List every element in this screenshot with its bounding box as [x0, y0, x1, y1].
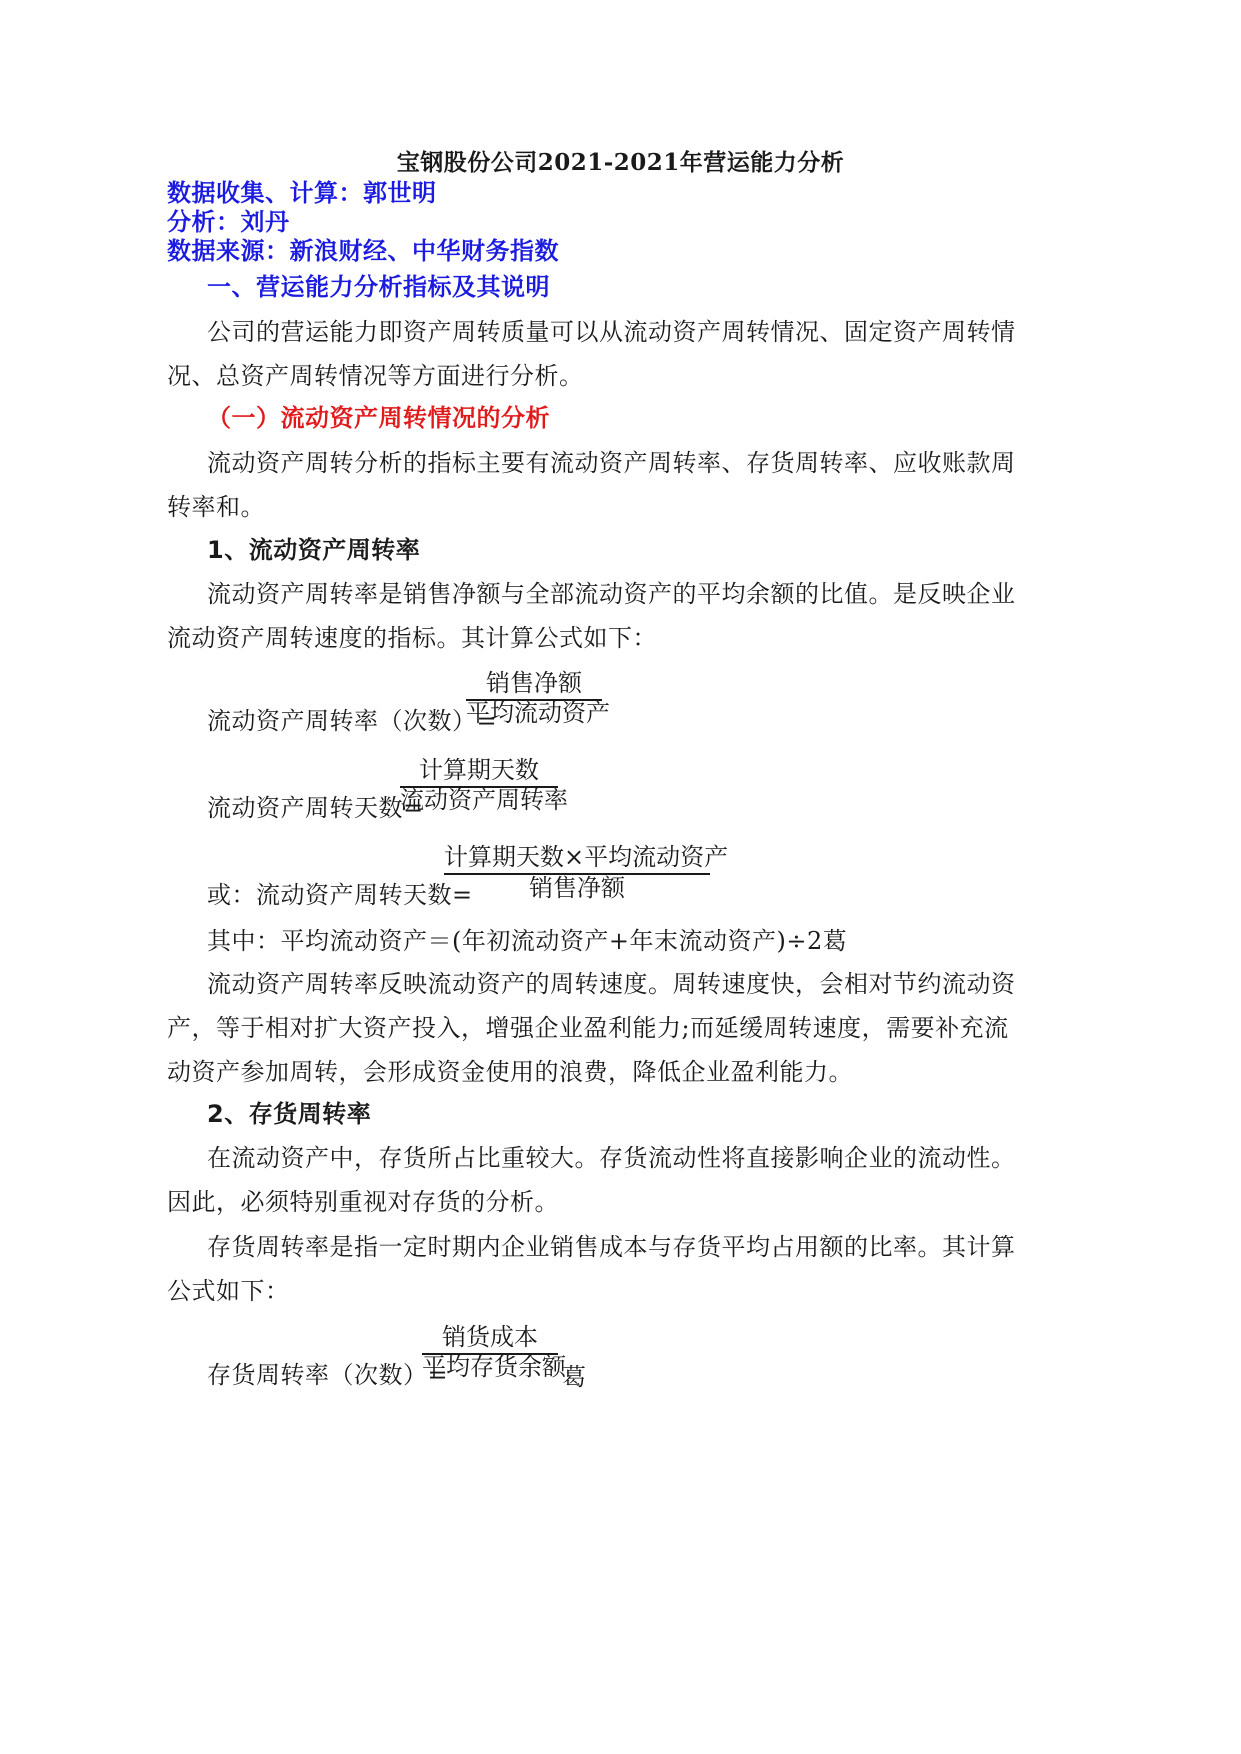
item1-heading: 1、流动资产周转率 — [207, 536, 421, 564]
item2-paragraph-line2: 因此，必须特别重视对存货的分析。 — [167, 1188, 559, 1216]
credit-collection: 数据收集、计算：郭世明 — [167, 179, 437, 207]
formula4-denominator: 平均存货余额 — [422, 1353, 566, 1381]
formula2-numerator: 计算期天数 — [419, 756, 539, 784]
item1-paragraph2-line2: 产，等于相对扩大资产投入，增强企业盈利能力;而延缓周转速度，需要补充流 — [167, 1014, 1009, 1042]
formula4-label: 存货周转率（次数）= — [207, 1361, 449, 1389]
formula1-label: 流动资产周转率（次数）= — [207, 707, 498, 735]
item2-paragraph2-line1: 存货周转率是指一定时期内企业销售成本与存货平均占用额的比率。其计算 — [207, 1233, 1016, 1261]
formula4-tail: 葛 — [562, 1363, 587, 1391]
section1-paragraph-line1: 公司的营运能力即资产周转质量可以从流动资产周转情况、固定资产周转情 — [207, 318, 1016, 346]
item1-paragraph2-line3: 动资产参加周转，会形成资金使用的浪费，降低企业盈利能力。 — [167, 1058, 853, 1086]
formula3-numerator: 计算期天数×平均流动资产 — [444, 843, 729, 871]
formula4-numerator: 销货成本 — [442, 1323, 538, 1351]
formula-where-clause: 其中：平均流动资产＝(年初流动资产+年末流动资产)÷2葛 — [207, 927, 848, 955]
section-heading-1: 一、营运能力分析指标及其说明 — [207, 273, 550, 301]
item1-paragraph-line1: 流动资产周转率是销售净额与全部流动资产的平均余额的比值。是反映企业 — [207, 580, 1016, 608]
item2-paragraph2-line2: 公式如下： — [167, 1277, 290, 1305]
credit-analysis: 分析：刘丹 — [167, 208, 290, 236]
formula1-numerator: 销售净额 — [486, 669, 582, 697]
page-title: 宝钢股份公司2021-2021年营运能力分析 — [396, 149, 845, 176]
item1-paragraph2-line1: 流动资产周转率反映流动资产的周转速度。周转速度快，会相对节约流动资 — [207, 970, 1016, 998]
item2-paragraph-line1: 在流动资产中，存货所占比重较大。存货流动性将直接影响企业的流动性。 — [207, 1144, 1016, 1172]
item2-heading: 2、存货周转率 — [207, 1100, 372, 1128]
formula3-denominator: 销售净额 — [529, 874, 625, 902]
section1-paragraph-line2: 况、总资产周转情况等方面进行分析。 — [167, 362, 584, 390]
formula1-denominator: 平均流动资产 — [466, 699, 610, 727]
formula2-denominator: 流动资产周转率 — [400, 786, 568, 814]
credit-source: 数据来源：新浪财经、中华财务指数 — [167, 237, 559, 265]
subsection-heading-1: （一）流动资产周转情况的分析 — [207, 404, 550, 432]
subsection1-paragraph-line1: 流动资产周转分析的指标主要有流动资产周转率、存货周转率、应收账款周 — [207, 449, 1016, 477]
subsection1-paragraph-line2: 转率和。 — [167, 493, 265, 521]
formula2-label: 流动资产周转天数= — [207, 794, 424, 822]
formula3-label: 或：流动资产周转天数= — [207, 881, 473, 909]
item1-paragraph-line2: 流动资产周转速度的指标。其计算公式如下： — [167, 624, 657, 652]
